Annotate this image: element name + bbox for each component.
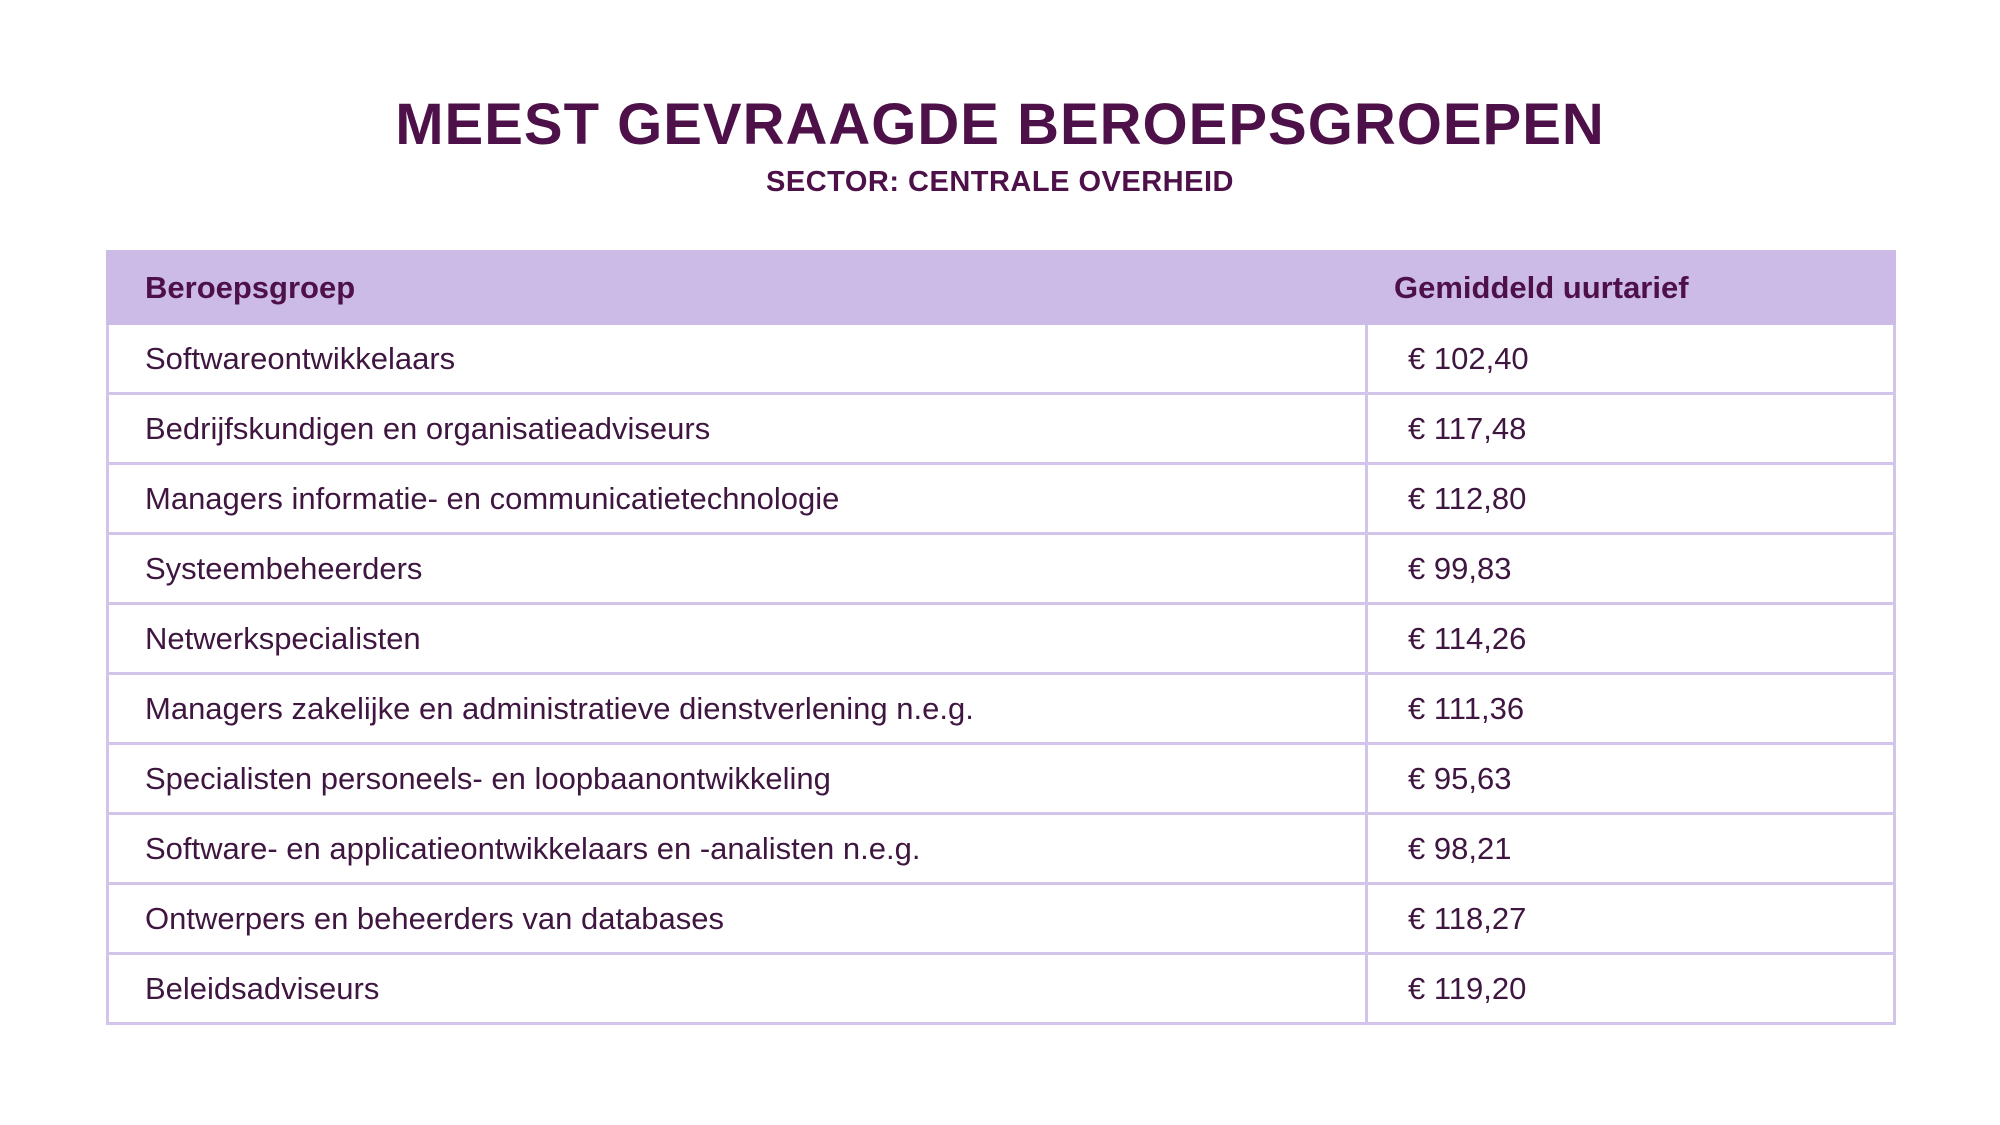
table-row <box>108 884 1895 954</box>
column-header-uurtarief: Gemiddeld uurtarief <box>1367 252 1895 324</box>
cell-uurtarief: € 118,27 <box>1367 884 1895 954</box>
table-row <box>108 394 1895 464</box>
cell-beroepsgroep: Specialisten personeels- en loopbaanontwikkeling <box>108 744 1367 814</box>
table-header-row <box>108 252 1895 324</box>
cell-uurtarief: € 111,36 <box>1367 674 1895 744</box>
cell-beroepsgroep: Software- en applicatieontwikkelaars en -analisten n.e.g. <box>108 814 1367 884</box>
cell-beroepsgroep: Softwareontwikkelaars <box>108 324 1367 394</box>
page-subtitle: SECTOR: CENTRALE OVERHEID <box>766 166 1234 198</box>
cell-uurtarief: € 102,40 <box>1367 324 1895 394</box>
cell-uurtarief: € 98,21 <box>1367 814 1895 884</box>
table-row <box>108 464 1895 534</box>
occupations-table <box>106 250 1896 1025</box>
cell-uurtarief: € 114,26 <box>1367 604 1895 674</box>
table-row <box>108 674 1895 744</box>
table-row <box>108 744 1895 814</box>
cell-beroepsgroep: Managers informatie- en communicatietechnologie <box>108 464 1367 534</box>
cell-uurtarief: € 112,80 <box>1367 464 1895 534</box>
cell-beroepsgroep: Ontwerpers en beheerders van databases <box>108 884 1367 954</box>
cell-beroepsgroep: Bedrijfskundigen en organisatieadviseurs <box>108 394 1367 464</box>
cell-uurtarief: € 119,20 <box>1367 954 1895 1024</box>
cell-uurtarief: € 117,48 <box>1367 394 1895 464</box>
cell-uurtarief: € 95,63 <box>1367 744 1895 814</box>
table-row <box>108 954 1895 1024</box>
cell-beroepsgroep: Beleidsadviseurs <box>108 954 1367 1024</box>
table-row <box>108 534 1895 604</box>
column-header-beroepsgroep: Beroepsgroep <box>108 252 1367 324</box>
table-row <box>108 604 1895 674</box>
page-title: MEEST GEVRAAGDE BEROEPSGROEPEN <box>395 92 1605 157</box>
cell-uurtarief: € 99,83 <box>1367 534 1895 604</box>
table-header <box>108 252 1895 324</box>
cell-beroepsgroep: Systeembeheerders <box>108 534 1367 604</box>
table-row <box>108 324 1895 394</box>
cell-beroepsgroep: Managers zakelijke en administratieve dienstverlening n.e.g. <box>108 674 1367 744</box>
table-body <box>108 324 1895 1024</box>
table-row <box>108 814 1895 884</box>
cell-beroepsgroep: Netwerkspecialisten <box>108 604 1367 674</box>
